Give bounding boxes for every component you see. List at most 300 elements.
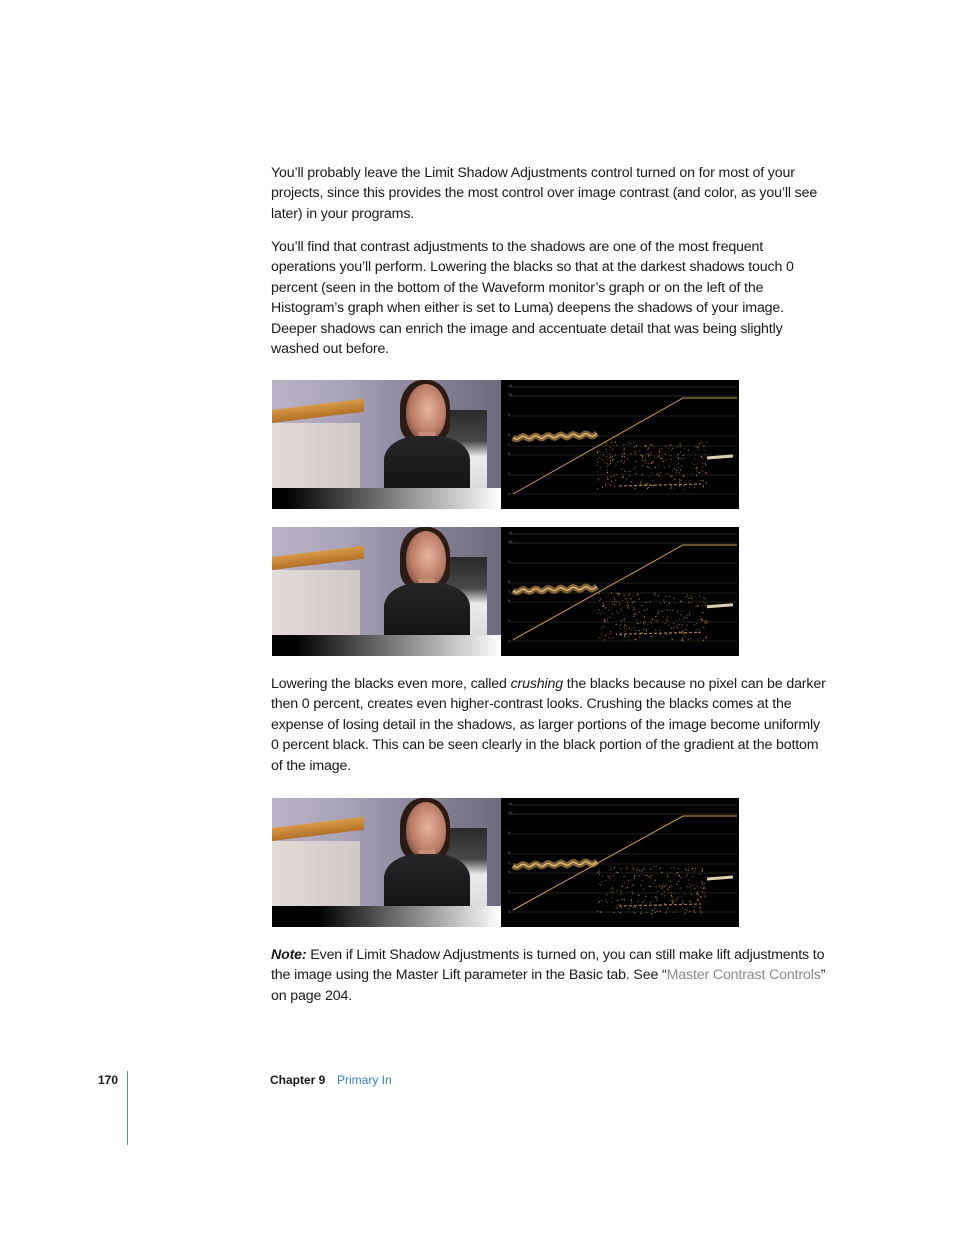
waveform-dot bbox=[623, 476, 624, 477]
waveform-dot bbox=[656, 897, 657, 898]
gradient-bar bbox=[272, 906, 501, 927]
waveform-dot bbox=[706, 482, 707, 483]
waveform-dot bbox=[664, 903, 665, 904]
waveform-dot bbox=[681, 465, 682, 466]
waveform-dot bbox=[627, 887, 628, 888]
waveform-dot bbox=[638, 895, 639, 896]
waveform-dot bbox=[667, 616, 668, 617]
waveform-dot bbox=[666, 634, 667, 635]
waveform-dot bbox=[652, 480, 653, 481]
waveform-dot bbox=[669, 483, 670, 484]
waveform-dot bbox=[671, 885, 672, 886]
waveform-dot bbox=[611, 442, 612, 443]
waveform-dot bbox=[655, 592, 656, 593]
waveform-dot bbox=[694, 464, 695, 465]
waveform-dot bbox=[650, 445, 651, 446]
scope-tick-label: 11 bbox=[508, 384, 513, 388]
waveform-dot bbox=[629, 608, 630, 609]
waveform-dot bbox=[680, 480, 681, 481]
waveform-dot bbox=[699, 629, 700, 630]
waveform-dot bbox=[701, 470, 702, 471]
waveform-dot bbox=[689, 598, 690, 599]
waveform-dot bbox=[628, 908, 629, 909]
waveform-dot bbox=[626, 629, 627, 630]
waveform-dot bbox=[702, 619, 703, 620]
waveform-dot bbox=[612, 613, 613, 614]
waveform-dot bbox=[669, 465, 670, 466]
waveform-dot bbox=[643, 628, 644, 629]
waveform-dot bbox=[685, 597, 686, 598]
waveform-dot bbox=[610, 447, 611, 448]
waveform-dot bbox=[622, 899, 623, 900]
waveform-dot bbox=[679, 619, 680, 620]
waveform-dot bbox=[654, 457, 655, 458]
waveform-dot bbox=[700, 887, 701, 888]
waveform-dot bbox=[674, 488, 675, 489]
waveform-dot bbox=[685, 868, 686, 869]
gradient-bar bbox=[272, 488, 501, 509]
waveform-dot bbox=[673, 901, 674, 902]
waveform-dot bbox=[640, 483, 641, 484]
waveform-dot bbox=[703, 486, 704, 487]
waveform-dot bbox=[610, 866, 611, 867]
waveform-dot bbox=[652, 472, 653, 473]
waveform-dot bbox=[702, 868, 703, 869]
waveform-dot bbox=[609, 617, 610, 618]
waveform-dot bbox=[641, 481, 642, 482]
waveform-dot bbox=[622, 456, 623, 457]
waveform-dot bbox=[703, 627, 704, 628]
waveform-dot bbox=[628, 471, 629, 472]
waveform-dot bbox=[610, 610, 611, 611]
waveform-dot bbox=[634, 446, 635, 447]
scope-tick-label: 10 bbox=[508, 540, 513, 544]
waveform-dot bbox=[659, 452, 660, 453]
waveform-dot bbox=[601, 628, 602, 629]
waveform-dot bbox=[641, 870, 642, 871]
waveform-dot bbox=[679, 472, 680, 473]
waveform-dot bbox=[674, 893, 675, 894]
waveform-dot bbox=[642, 465, 643, 466]
waveform-monitor bbox=[501, 380, 739, 509]
waveform-dot bbox=[701, 616, 702, 617]
waveform-dot bbox=[700, 619, 701, 620]
waveform-dot bbox=[676, 898, 677, 899]
waveform-dot bbox=[703, 484, 704, 485]
waveform-dot bbox=[667, 609, 668, 610]
waveform-dot bbox=[689, 887, 690, 888]
waveform-dot bbox=[671, 627, 672, 628]
waveform-dot bbox=[614, 599, 615, 600]
waveform-dot bbox=[698, 606, 699, 607]
waveform-dot bbox=[680, 446, 681, 447]
waveform-dot bbox=[667, 604, 668, 605]
waveform-dot bbox=[655, 908, 656, 909]
waveform-dot bbox=[673, 627, 674, 628]
waveform-dot bbox=[705, 620, 706, 621]
waveform-dot bbox=[630, 443, 631, 444]
waveform-dot bbox=[654, 866, 655, 867]
waveform-dot bbox=[702, 466, 703, 467]
waveform-dot bbox=[695, 446, 696, 447]
waveform-dot bbox=[670, 488, 671, 489]
waveform-dot bbox=[682, 903, 683, 904]
waveform-dot bbox=[678, 454, 679, 455]
waveform-dot bbox=[641, 605, 642, 606]
waveform-dot bbox=[670, 872, 671, 873]
waveform-dot bbox=[684, 458, 685, 459]
waveform-dot bbox=[599, 874, 600, 875]
waveform-dot bbox=[635, 488, 636, 489]
waveform-dot bbox=[650, 902, 651, 903]
waveform-dot bbox=[662, 885, 663, 886]
waveform-dot bbox=[610, 460, 611, 461]
waveform-dot bbox=[644, 874, 645, 875]
waveform-dot bbox=[635, 451, 636, 452]
waveform-dot bbox=[651, 622, 652, 623]
waveform-dot bbox=[689, 901, 690, 902]
waveform-dot bbox=[629, 639, 630, 640]
waveform-dot bbox=[664, 886, 665, 887]
scope-tick-label: 8 bbox=[508, 433, 511, 437]
waveform-dot bbox=[663, 883, 664, 884]
waveform-dot bbox=[607, 465, 608, 466]
waveform-dot bbox=[622, 600, 623, 601]
waveform-dot bbox=[627, 607, 628, 608]
waveform-dot bbox=[597, 613, 598, 614]
waveform-dot bbox=[625, 888, 626, 889]
waveform-dot bbox=[702, 596, 703, 597]
waveform-dot bbox=[606, 445, 607, 446]
waveform-dot bbox=[598, 883, 599, 884]
waveform-dot bbox=[703, 640, 704, 641]
waveform-dot bbox=[670, 475, 671, 476]
waveform-dot bbox=[670, 459, 671, 460]
waveform-dot bbox=[646, 875, 647, 876]
waveform-dot bbox=[694, 487, 695, 488]
waveform-dot bbox=[694, 912, 695, 913]
waveform-dot bbox=[611, 481, 612, 482]
waveform-dot bbox=[616, 474, 617, 475]
waveform-dot bbox=[652, 910, 653, 911]
waveform-dot bbox=[705, 473, 706, 474]
waveform-dot bbox=[624, 900, 625, 901]
waveform-dot bbox=[662, 888, 663, 889]
waveform-dot bbox=[680, 877, 681, 878]
waveform-dot bbox=[672, 639, 673, 640]
paragraph-contrast-shadows: You’ll find that contrast adjustments to the shadows are one of the most frequent operations you’ll perform. Lowering the blacks so that at the darkest shadows touch 0 percent (seen in the bottom of the Waveform monitor’s graph or on the left of the Histogram’s graph when either is set to Luma) deepens the shadows of your image. Deeper shadows can enrich the image and accentuate detail that was being slightly washed out before. bbox=[271, 239, 794, 358]
scope-tick-label: 11 bbox=[508, 802, 513, 806]
waveform-dot bbox=[706, 622, 707, 623]
waveform-dot bbox=[610, 485, 611, 486]
waveform-dot bbox=[649, 476, 650, 477]
waveform-dot bbox=[610, 454, 611, 455]
waveform-dot bbox=[599, 609, 600, 610]
waveform-dot bbox=[612, 449, 613, 450]
waveform-dot bbox=[621, 907, 622, 908]
waveform-dot bbox=[687, 594, 688, 595]
waveform-dot bbox=[609, 878, 610, 879]
waveform-dot bbox=[682, 633, 683, 634]
waveform-dot bbox=[688, 482, 689, 483]
waveform-dot bbox=[631, 598, 632, 599]
waveform-dot bbox=[702, 912, 703, 913]
waveform-dot bbox=[610, 633, 611, 634]
waveform-dot bbox=[695, 454, 696, 455]
waveform-dot bbox=[640, 637, 641, 638]
waveform-dot bbox=[616, 872, 617, 873]
waveform-dot bbox=[605, 635, 606, 636]
waveform-dot bbox=[633, 468, 634, 469]
waveform-dot bbox=[659, 910, 660, 911]
waveform-dot bbox=[619, 886, 620, 887]
waveform-dot bbox=[611, 888, 612, 889]
waveform-dot bbox=[685, 629, 686, 630]
waveform-dot bbox=[601, 633, 602, 634]
waveform-dot bbox=[699, 596, 700, 597]
waveform-dot bbox=[678, 624, 679, 625]
waveform-dot bbox=[604, 620, 605, 621]
waveform-dot bbox=[602, 606, 603, 607]
video-frame-image bbox=[272, 380, 501, 509]
waveform-dot bbox=[675, 472, 676, 473]
waveform-dot bbox=[670, 881, 671, 882]
link-master-contrast-controls[interactable]: Master Contrast Controls bbox=[666, 967, 821, 984]
waveform-dot bbox=[601, 881, 602, 882]
waveform-dot bbox=[680, 451, 681, 452]
waveform-dot bbox=[612, 887, 613, 888]
waveform-dot bbox=[637, 870, 638, 871]
waveform-dot bbox=[701, 882, 702, 883]
waveform-dot bbox=[700, 874, 701, 875]
waveform-dot bbox=[691, 602, 692, 603]
waveform-dot bbox=[620, 608, 621, 609]
waveform-dot bbox=[634, 601, 635, 602]
waveform-dot bbox=[685, 636, 686, 637]
waveform-dot bbox=[695, 868, 696, 869]
highlight-trace bbox=[707, 456, 733, 458]
waveform-dot bbox=[648, 454, 649, 455]
waveform-dot bbox=[634, 876, 635, 877]
waveform-dot bbox=[634, 627, 635, 628]
waveform-dot bbox=[683, 619, 684, 620]
waveform-dot bbox=[694, 458, 695, 459]
paragraph-crushing: Lowering the blacks even more, called crushing the blacks because no pixel can be darker then 0 percent, creates even higher-contrast looks. Crushing the blacks comes at the expense of losing detail in the shadows, as larger portions of the image become uniformly 0 percent black. This can be seen clearly in the black portion of the gradient at the bottom of the image. bbox=[271, 676, 826, 774]
waveform-dot bbox=[627, 458, 628, 459]
waveform-dot bbox=[624, 618, 625, 619]
waveform-dot bbox=[705, 605, 706, 606]
waveform-dot bbox=[694, 888, 695, 889]
waveform-dot bbox=[705, 598, 706, 599]
waveform-dot bbox=[683, 455, 684, 456]
waveform-dot bbox=[674, 479, 675, 480]
waveform-dot bbox=[597, 451, 598, 452]
waveform-dot bbox=[661, 894, 662, 895]
waveform-dot bbox=[610, 456, 611, 457]
waveform-dot bbox=[606, 466, 607, 467]
waveform-dot bbox=[607, 472, 608, 473]
waveform-dot bbox=[615, 480, 616, 481]
waveform-dot bbox=[614, 597, 615, 598]
waveform-dot bbox=[634, 453, 635, 454]
waveform-dot bbox=[620, 628, 621, 629]
waveform-dot bbox=[635, 466, 636, 467]
video-frame-image bbox=[272, 527, 501, 656]
waveform-dot bbox=[690, 633, 691, 634]
waveform-dot bbox=[646, 630, 647, 631]
waveform-dot bbox=[648, 463, 649, 464]
waveform-dot bbox=[704, 622, 705, 623]
waveform-dot bbox=[633, 616, 634, 617]
waveform-dot bbox=[667, 876, 668, 877]
figure-lowered-blacks bbox=[272, 527, 739, 656]
waveform-dot bbox=[657, 869, 658, 870]
waveform-dot bbox=[624, 882, 625, 883]
waveform-dot bbox=[703, 480, 704, 481]
waveform-dot bbox=[640, 454, 641, 455]
waveform-dot bbox=[662, 611, 663, 612]
waveform-dot bbox=[706, 442, 707, 443]
waveform-dot bbox=[597, 452, 598, 453]
waveform-dot bbox=[607, 619, 608, 620]
waveform-dot bbox=[624, 595, 625, 596]
waveform-dot bbox=[665, 885, 666, 886]
waveform-dot bbox=[674, 867, 675, 868]
waveform-dot bbox=[620, 912, 621, 913]
waveform-dot bbox=[676, 470, 677, 471]
waveform-dot bbox=[644, 616, 645, 617]
waveform-dot bbox=[691, 901, 692, 902]
waveform-dot bbox=[643, 868, 644, 869]
waveform-dot bbox=[688, 450, 689, 451]
waveform-dot bbox=[682, 640, 683, 641]
waveform-dot bbox=[688, 602, 689, 603]
waveform-dot bbox=[650, 886, 651, 887]
waveform-dot bbox=[605, 484, 606, 485]
waveform-dot bbox=[653, 485, 654, 486]
waveform-dot bbox=[599, 600, 600, 601]
waveform-dot bbox=[640, 482, 641, 483]
waveform-dot bbox=[600, 614, 601, 615]
waveform-dot bbox=[681, 611, 682, 612]
waveform-dot bbox=[656, 911, 657, 912]
waveform-dot bbox=[599, 869, 600, 870]
waveform-dot bbox=[599, 593, 600, 594]
waveform-dot bbox=[636, 445, 637, 446]
waveform-dot bbox=[677, 628, 678, 629]
waveform-dot bbox=[634, 614, 635, 615]
waveform-dot bbox=[596, 465, 597, 466]
waveform-dot bbox=[666, 620, 667, 621]
scope-tick-label: 7 bbox=[508, 590, 511, 594]
waveform-dot bbox=[692, 869, 693, 870]
waveform-dot bbox=[614, 604, 615, 605]
waveform-dot bbox=[632, 867, 633, 868]
waveform-dot bbox=[616, 445, 617, 446]
waveform-dot bbox=[680, 458, 681, 459]
waveform-dot bbox=[672, 610, 673, 611]
waveform-dot bbox=[696, 468, 697, 469]
waveform-dot bbox=[674, 912, 675, 913]
waveform-dot bbox=[676, 884, 677, 885]
scope-tick-label: 9 bbox=[508, 560, 511, 564]
waveform-dot bbox=[660, 472, 661, 473]
waveform-dot bbox=[635, 639, 636, 640]
waveform-dot bbox=[624, 624, 625, 625]
waveform-dot bbox=[655, 630, 656, 631]
highlight-trace bbox=[707, 605, 733, 607]
waveform-dot bbox=[676, 457, 677, 458]
ramp-trace bbox=[513, 545, 737, 640]
waveform-dot bbox=[655, 897, 656, 898]
waveform-dot bbox=[682, 475, 683, 476]
waveform-dot bbox=[653, 461, 654, 462]
waveform-dot bbox=[692, 885, 693, 886]
waveform-dot bbox=[691, 463, 692, 464]
waveform-dot bbox=[671, 486, 672, 487]
waveform-dot bbox=[651, 463, 652, 464]
waveform-dot bbox=[639, 599, 640, 600]
scope-tick-label: 5 bbox=[508, 890, 511, 894]
waveform-dot bbox=[651, 902, 652, 903]
waveform-dot bbox=[685, 913, 686, 914]
waveform-dot bbox=[651, 452, 652, 453]
waveform-dot bbox=[638, 611, 639, 612]
waveform-dot bbox=[667, 873, 668, 874]
waveform-dot bbox=[688, 868, 689, 869]
waveform-dot bbox=[669, 596, 670, 597]
waveform-dot bbox=[646, 912, 647, 913]
waveform-dot bbox=[624, 631, 625, 632]
waveform-dot bbox=[605, 597, 606, 598]
waveform-dot bbox=[694, 870, 695, 871]
waveform-dot bbox=[667, 908, 668, 909]
waveform-dot bbox=[640, 908, 641, 909]
waveform-dot bbox=[615, 908, 616, 909]
waveform-dot bbox=[631, 900, 632, 901]
waveform-dot bbox=[702, 471, 703, 472]
waveform-dot bbox=[652, 636, 653, 637]
waveform-dot bbox=[607, 902, 608, 903]
waveform-dot bbox=[676, 873, 677, 874]
waveform-dot bbox=[650, 868, 651, 869]
waveform-dot bbox=[631, 481, 632, 482]
waveform-dot bbox=[697, 629, 698, 630]
waveform-dot bbox=[613, 475, 614, 476]
waveform-dot bbox=[684, 913, 685, 914]
waveform-dot bbox=[701, 870, 702, 871]
waveform-dot bbox=[677, 612, 678, 613]
waveform-dot bbox=[705, 603, 706, 604]
waveform-dot bbox=[651, 462, 652, 463]
waveform-dot bbox=[642, 456, 643, 457]
waveform-dot bbox=[632, 885, 633, 886]
waveform-dot bbox=[643, 888, 644, 889]
shadow-trace bbox=[619, 904, 701, 906]
waveform-dot bbox=[661, 458, 662, 459]
waveform-dot bbox=[639, 630, 640, 631]
waveform-dot bbox=[624, 635, 625, 636]
waveform-dot bbox=[658, 465, 659, 466]
waveform-dot bbox=[624, 899, 625, 900]
waveform-dot bbox=[613, 912, 614, 913]
waveform-dot bbox=[649, 886, 650, 887]
waveform-dot bbox=[702, 884, 703, 885]
waveform-dot bbox=[613, 875, 614, 876]
waveform-dot bbox=[648, 455, 649, 456]
waveform-dot bbox=[633, 607, 634, 608]
waveform-dot bbox=[605, 880, 606, 881]
